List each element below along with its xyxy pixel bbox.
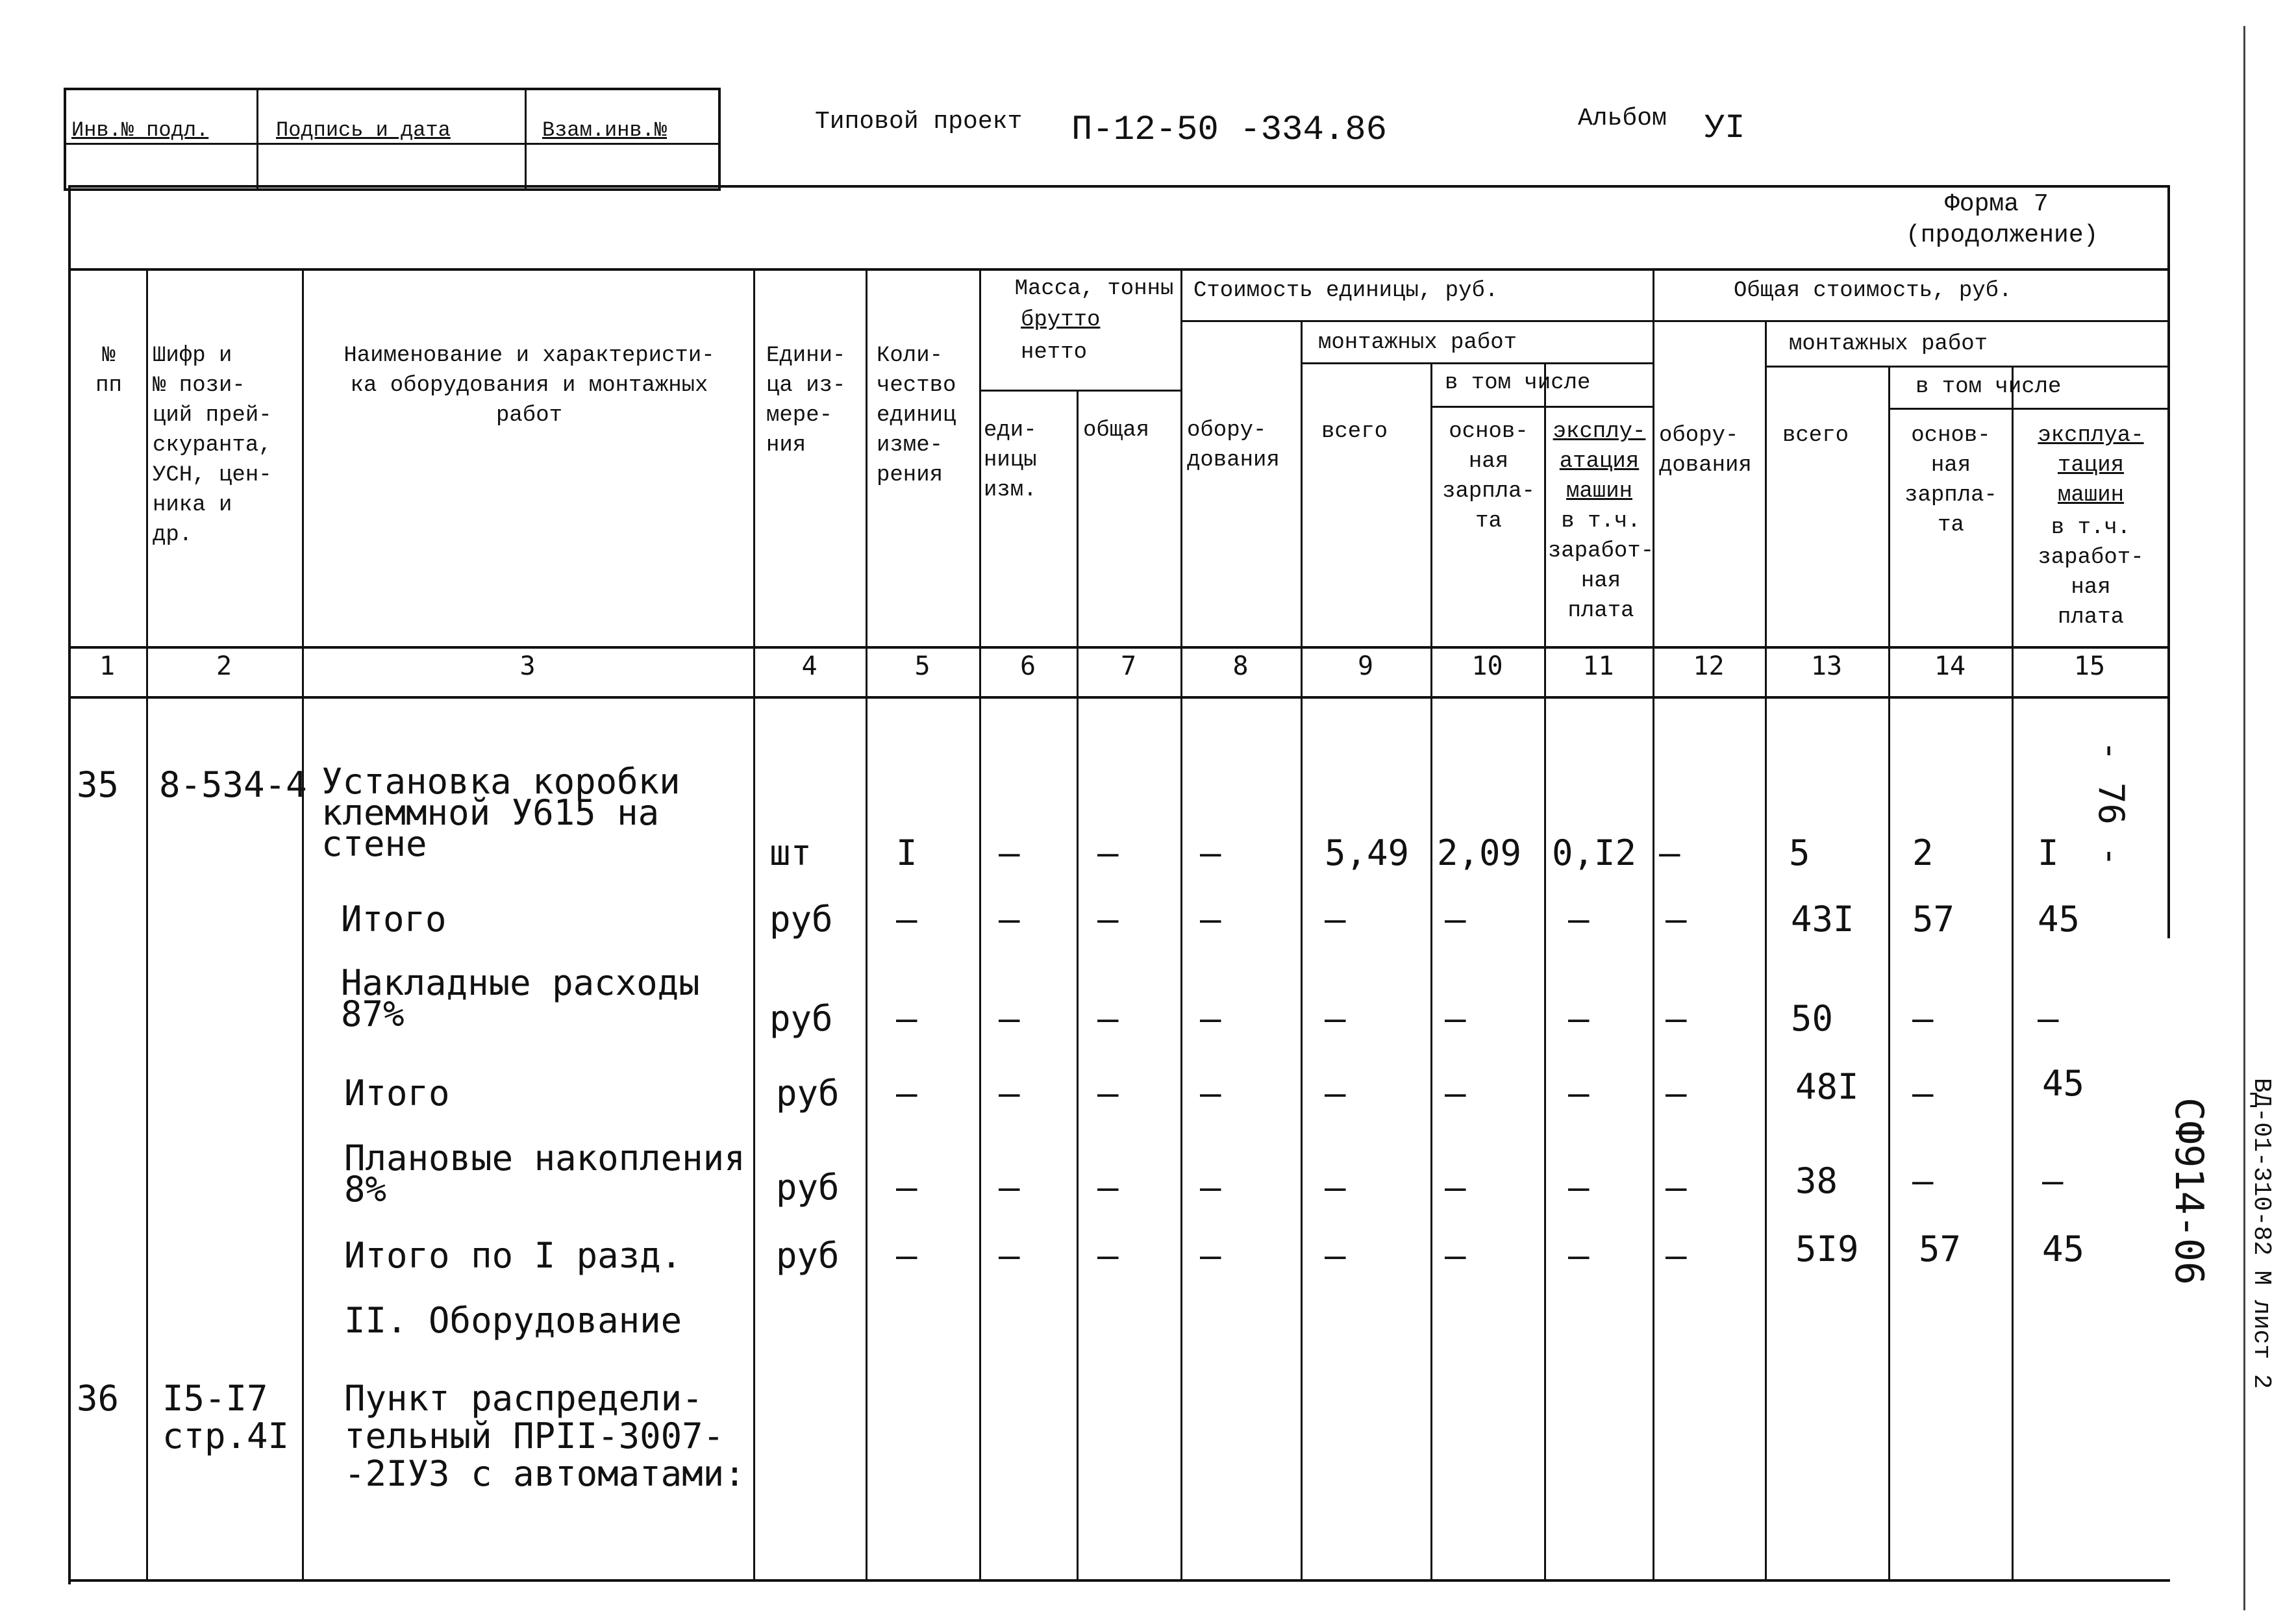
col-number: 5: [914, 651, 930, 681]
section2-heading: II. Оборудование: [344, 1300, 682, 1341]
section1-total-c10: –: [1445, 1235, 1466, 1276]
col-number: 1: [99, 651, 116, 681]
album-label: Альбом: [1578, 105, 1667, 132]
overhead-c10: –: [1445, 998, 1466, 1039]
planned-c7: –: [1097, 1167, 1119, 1208]
overhead-c9: –: [1325, 998, 1346, 1039]
col-header-5: Коли- чество единиц изме- рения: [877, 343, 956, 488]
col-number: 8: [1232, 651, 1249, 681]
row36-number: 36: [77, 1378, 119, 1419]
section1-total-c13: 5I9: [1795, 1229, 1859, 1269]
itogo2-c7: –: [1097, 1073, 1119, 1114]
itogo1-c10: –: [1445, 899, 1466, 940]
planned-c12: –: [1666, 1167, 1687, 1208]
stamp-cell-vzam: Взам.инв.№: [542, 118, 668, 142]
section1-total-c15: 45: [2042, 1229, 2085, 1269]
itogo1-unit: руб: [769, 899, 833, 940]
planned-c9: –: [1325, 1167, 1346, 1208]
overhead-c8: –: [1200, 998, 1221, 1039]
col-number: 15: [2073, 651, 2106, 681]
itogo2-c11: –: [1568, 1073, 1590, 1114]
itogo1-c5: –: [896, 899, 917, 940]
row35-c12: –: [1659, 832, 1680, 873]
planned-c11: –: [1568, 1167, 1590, 1208]
row35-c8: –: [1200, 832, 1221, 873]
col-header-total-cost: Общая стоимость, руб.: [1734, 279, 2012, 303]
row35-code: 8-534-4: [159, 764, 307, 805]
document-ref: ВД-01-310-82 М лист 2: [2247, 1078, 2275, 1389]
overhead-c11: –: [1568, 998, 1590, 1039]
stamp-cell-inv: Инв.№ подл.: [71, 118, 209, 142]
col-number: 9: [1357, 651, 1374, 681]
planned-c15: –: [2042, 1160, 2064, 1201]
col-number: 2: [216, 651, 232, 681]
col-header-2: Шифр и № пози- ций прей- скуранта, УСН, цен- ника и др.: [153, 343, 272, 547]
row35-c11: 0,I2: [1552, 832, 1637, 873]
itogo2-c5: –: [896, 1073, 917, 1114]
section1-total-c12: –: [1666, 1235, 1687, 1276]
section1-total-c8: –: [1200, 1235, 1221, 1276]
project-code: П-12-50 -334.86: [1071, 110, 1388, 150]
itogo2-unit: руб: [776, 1073, 840, 1114]
itogo1-c8: –: [1200, 899, 1221, 940]
stamp-cell-sign: Подпись и дата: [276, 118, 451, 142]
col-header-netto: нетто: [1021, 340, 1088, 365]
form-title: Форма 7: [1945, 190, 2049, 218]
itogo1-label: Итого: [341, 899, 447, 940]
col-number: 3: [519, 651, 536, 681]
overhead-c6: –: [999, 998, 1020, 1039]
itogo2-c12: –: [1666, 1073, 1687, 1114]
sheet-code: СФ914-06: [2166, 1097, 2212, 1285]
itogo2-c9: –: [1325, 1073, 1346, 1114]
section1-total-c14: 57: [1919, 1229, 1962, 1269]
col-number: 14: [1934, 651, 1966, 681]
planned-c6: –: [999, 1167, 1020, 1208]
row35-qty: I: [896, 832, 917, 873]
overhead-label: Накладные расходы 87%: [341, 962, 700, 1034]
col-number: 7: [1120, 651, 1137, 681]
col-number: 10: [1471, 651, 1503, 681]
overhead-c15: –: [2038, 998, 2059, 1039]
itogo2-c6: –: [999, 1073, 1020, 1114]
overhead-c5: –: [896, 998, 917, 1039]
itogo2-c13: 48I: [1795, 1066, 1859, 1107]
itogo2-label: Итого: [344, 1073, 450, 1114]
row35-c7: –: [1097, 832, 1119, 873]
col-header-v-tom: в том числе: [1445, 371, 1591, 395]
itogo1-c9: –: [1325, 899, 1346, 940]
col-header-brutto: брутто: [1021, 308, 1101, 332]
section1-total-c11: –: [1568, 1235, 1590, 1276]
col-header-1: № пп: [95, 343, 122, 398]
col-header-7: общая: [1083, 418, 1150, 443]
itogo2-c14: –: [1912, 1073, 1934, 1114]
itogo1-c15: 45: [2038, 899, 2080, 940]
col-header-8: обору- дования: [1187, 418, 1280, 473]
planned-c5: –: [896, 1167, 917, 1208]
overhead-c7: –: [1097, 998, 1119, 1039]
overhead-c12: –: [1666, 998, 1687, 1039]
section1-total-c6: –: [999, 1235, 1020, 1276]
itogo1-c11: –: [1568, 899, 1590, 940]
row35-c13: 5: [1789, 832, 1810, 873]
col-number: 4: [801, 651, 817, 681]
row35-c6: –: [999, 832, 1020, 873]
overhead-c13: 50: [1791, 998, 1834, 1039]
overhead-c14: –: [1912, 998, 1934, 1039]
col-header-13: всего: [1782, 423, 1849, 448]
col-header-3: Наименование и характеристи- ка оборудования и монтажных работ: [343, 343, 715, 428]
col-number: 13: [1810, 651, 1843, 681]
row35-number: 35: [77, 764, 119, 805]
album-value: УI: [1704, 109, 1745, 147]
itogo1-c7: –: [1097, 899, 1119, 940]
col-number: 12: [1693, 651, 1725, 681]
row35-unit: шт: [769, 832, 812, 873]
section1-total-c5: –: [896, 1235, 917, 1276]
col-header-9: всего: [1321, 419, 1388, 444]
col-header-6: еди- ницы изм.: [984, 418, 1037, 503]
row35-c10: 2,09: [1437, 832, 1522, 873]
planned-label: Плановые накопления 8%: [344, 1138, 745, 1210]
right-margin-line: [2243, 26, 2245, 1610]
col-number: 6: [1019, 651, 1036, 681]
page-number: - 76 -: [2091, 740, 2132, 868]
planned-c14: –: [1912, 1160, 1934, 1201]
planned-c10: –: [1445, 1167, 1466, 1208]
form-subtitle: (продолжение): [1906, 221, 2099, 249]
col-header-15b: в т.ч. заработ- ная плата: [2038, 516, 2144, 630]
row35-c9: 5,49: [1325, 832, 1410, 873]
col-header-v-tom2: в том числе: [1915, 375, 2062, 399]
project-label: Типовой проект: [815, 108, 1023, 136]
col-number: 11: [1582, 651, 1614, 681]
itogo1-c14: 57: [1912, 899, 1955, 940]
col-header-14: основ- ная зарпла- та: [1904, 423, 1997, 538]
row35-c14: 2: [1912, 832, 1934, 873]
section1-total-unit: руб: [776, 1235, 840, 1276]
col-header-mass: Масса, тонны: [1014, 277, 1174, 301]
section1-total-label: Итого по I разд.: [344, 1235, 682, 1276]
itogo1-c13: 43I: [1791, 899, 1854, 940]
itogo2-c8: –: [1200, 1073, 1221, 1114]
col-header-unit-cost: Стоимость единицы, руб.: [1193, 279, 1499, 303]
itogo1-c12: –: [1666, 899, 1687, 940]
planned-c13: 38: [1795, 1160, 1838, 1201]
col-header-12: обору- дования: [1659, 423, 1752, 478]
planned-c8: –: [1200, 1167, 1221, 1208]
col-header-4: Едини- ца из- мере- ния: [766, 343, 846, 458]
col-header-10: основ- ная зарпла- та: [1442, 419, 1535, 534]
col-header-15a: эксплуа- тация машин: [2038, 423, 2144, 508]
section1-total-c7: –: [1097, 1235, 1119, 1276]
col-header-11a: эксплу- атация машин: [1553, 419, 1646, 504]
itogo1-c6: –: [999, 899, 1020, 940]
col-header-mont2: монтажных работ: [1789, 332, 1988, 356]
overhead-unit: руб: [769, 998, 833, 1039]
planned-unit: руб: [776, 1167, 840, 1208]
itogo2-c15: 45: [2042, 1063, 2085, 1104]
row36-name: Пункт распредели- тельный ПРII-3007- -2IУ3 с автоматами:: [344, 1378, 745, 1494]
itogo2-c10: –: [1445, 1073, 1466, 1114]
row35-name: Установка коробки клеммной У615 на стене: [321, 761, 680, 864]
section1-total-c9: –: [1325, 1235, 1346, 1276]
row36-code: I5-I7 стр.4I: [162, 1378, 290, 1456]
row35-c15: I: [2038, 832, 2059, 873]
col-header-11b: в т.ч. заработ- ная плата: [1547, 509, 1654, 623]
col-header-mont: монтажных работ: [1318, 331, 1517, 355]
